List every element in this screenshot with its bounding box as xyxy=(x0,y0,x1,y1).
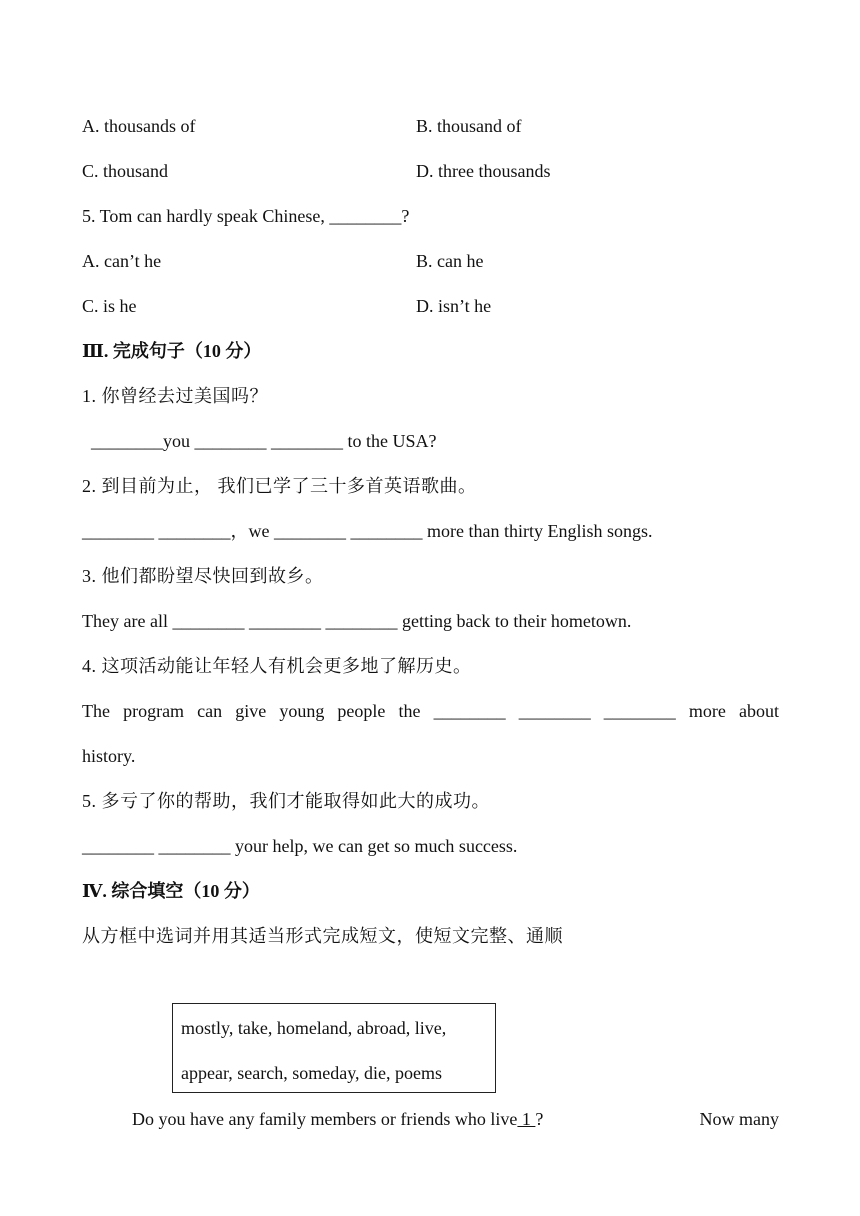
section-4-heading: Ⅳ. 综合填空（10 分） xyxy=(82,881,260,901)
word-bank-line-2: appear, search, someday, die, poems xyxy=(181,1063,443,1083)
s3-item4-english xyxy=(82,699,779,723)
word: people xyxy=(337,701,386,721)
word: give xyxy=(235,701,267,721)
word-bank-line-1: mostly, take, homeland, abroad, live, xyxy=(181,1018,447,1038)
q5-option-c: C. is he xyxy=(82,296,137,316)
s3-item5-chinese: 5. 多亏了你的帮助，我们才能取得如此大的成功。 xyxy=(82,791,490,811)
s3-item5-english: ________ ________ your help, we can get so much success. xyxy=(82,836,518,856)
passage-text xyxy=(132,1107,543,1131)
q5-option-a: A. can’t he xyxy=(82,251,162,271)
section-3-heading: Ⅲ. 完成句子（10 分） xyxy=(82,341,262,361)
blank-1: 1 xyxy=(517,1109,536,1129)
word-bank-box xyxy=(172,1003,496,1093)
section-4-instruction: 从方框中选词并用其适当形式完成短文，使短文完整、通顺 xyxy=(82,926,563,946)
q4-option-a: A. thousands of xyxy=(82,116,196,136)
passage-start: Do you have any family members or friends who live xyxy=(132,1109,518,1129)
q5-stem: 5. Tom can hardly speak Chinese, ________? xyxy=(82,206,410,226)
s3-item1-english: ________you ________ ________ to the USA? xyxy=(82,431,437,451)
s3-item3-english: They are all ________ ________ ________ getting back to their hometown. xyxy=(82,611,632,631)
s3-item1-chinese: 1. 你曾经去过美国吗？ xyxy=(82,386,268,406)
q4-option-c: C. thousand xyxy=(82,161,169,181)
s3-item2-english: ________ ________，we ________ ________ more than thirty English songs. xyxy=(82,521,653,541)
passage-tail: Now many xyxy=(699,1109,779,1129)
answer-blank: ________ xyxy=(433,701,506,721)
q4-options-row-1 xyxy=(82,114,782,138)
q5-options-row-1 xyxy=(82,249,782,273)
word: young xyxy=(279,701,325,721)
q4-option-d: D. three thousands xyxy=(416,161,551,181)
q4-options-row-2 xyxy=(82,159,782,183)
s3-item2-chinese: 2. 到目前为止， 我们已学了三十多首英语歌曲。 xyxy=(82,476,477,496)
s3-item4-chinese: 4. 这项活动能让年轻人有机会更多地了解历史。 xyxy=(82,656,472,676)
q5-option-b: B. can he xyxy=(416,251,484,271)
word: can xyxy=(197,701,223,721)
q4-option-b: B. thousand of xyxy=(416,116,522,136)
word: more xyxy=(688,701,726,721)
word: the xyxy=(398,701,421,721)
q5-options-row-2 xyxy=(82,294,782,318)
passage-after-blank: ? xyxy=(535,1109,544,1129)
word: The xyxy=(82,701,110,721)
word: about xyxy=(738,701,779,721)
passage-first-line xyxy=(132,1107,779,1131)
s3-item3-chinese: 3. 他们都盼望尽快回到故乡。 xyxy=(82,566,324,586)
s3-item4-english-cont: history. xyxy=(82,746,136,766)
q5-option-d: D. isn’t he xyxy=(416,296,492,316)
answer-blank: ________ xyxy=(518,701,591,721)
word: program xyxy=(123,701,185,721)
answer-blank: ________ xyxy=(603,701,676,721)
